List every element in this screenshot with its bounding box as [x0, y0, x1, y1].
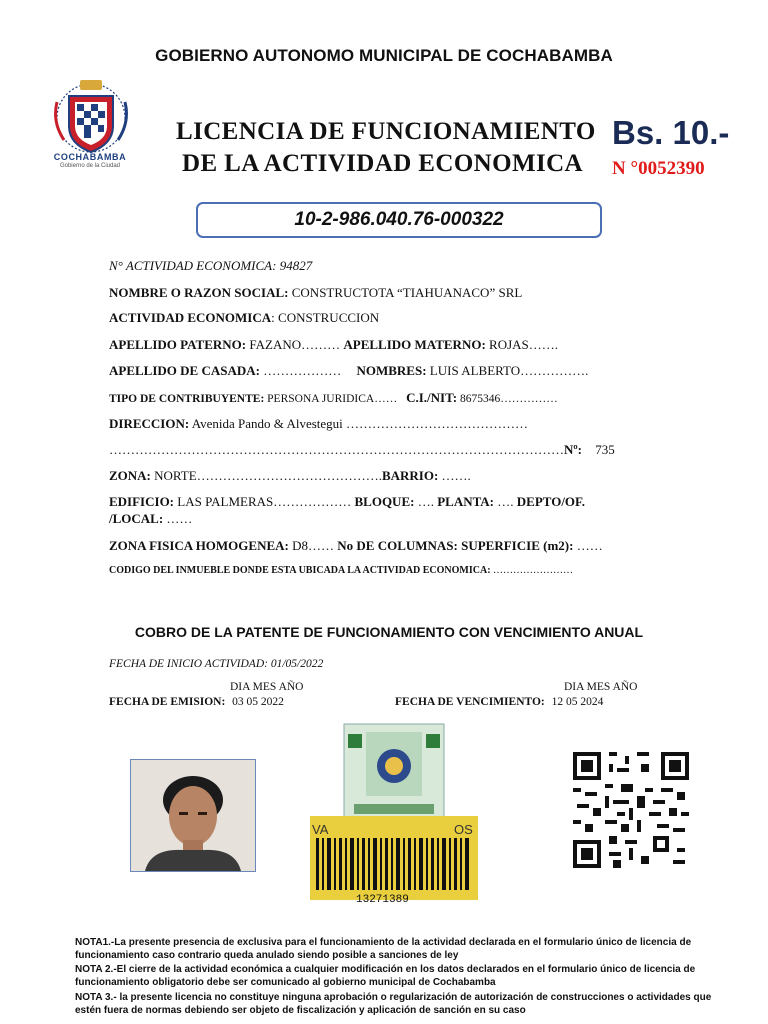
qr-code: [567, 752, 695, 868]
surnames-row: [109, 337, 558, 353]
paternal-surname-value: FAZANO………: [249, 337, 341, 352]
nit-value: 8675346……………: [460, 393, 558, 405]
logo-city-name: COCHABAMBA: [53, 152, 127, 162]
address-value: Avenida Pando & Alvestegui ……………………………………: [191, 416, 529, 431]
expiry-date-row: [395, 696, 603, 708]
serial-number: N °0052390: [612, 158, 705, 179]
address-row: [109, 416, 528, 432]
barrio-label: BARRIO:: [381, 468, 439, 483]
address-label: DIRECCION:: [109, 416, 190, 431]
license-price: Bs. 10.-: [612, 114, 730, 151]
government-title: GOBIERNO AUTONOMO MUNICIPAL DE COCHABAMBA: [155, 46, 613, 65]
surface-label: SUPERFICIE (m2):: [461, 538, 574, 553]
business-name-row: [109, 285, 522, 301]
property-code-value: ……………………: [493, 565, 574, 576]
zone-value: NORTE…………………………………….: [154, 468, 382, 483]
local-label: /LOCAL:: [109, 511, 164, 526]
property-code-row: [109, 565, 573, 576]
building-label: EDIFICIO:: [109, 494, 175, 509]
stamp-left-fragment: VA: [312, 822, 329, 837]
taxpayer-row: [109, 390, 558, 406]
taxpayer-type-value: PERSONA JURIDICA……: [267, 393, 398, 405]
physical-zone-row: [109, 538, 603, 554]
floor-value: ….: [497, 494, 514, 509]
block-value: ….: [417, 494, 434, 509]
married-surname-value: ………………: [263, 363, 342, 378]
names-row: [109, 363, 588, 379]
activity-number-value: 94827: [279, 258, 313, 273]
expiry-date-value: 12 05 2024: [551, 696, 604, 708]
local-row: [109, 511, 192, 527]
patent-section-title: COBRO DE LA PATENTE DE FUNCIONAMIENTO CON VENCIMIENTO ANUAL: [134, 624, 644, 640]
activity-row: [109, 310, 379, 326]
license-title-line1: LICENCIA DE FUNCIONAMIENTO: [176, 118, 596, 145]
barcode-number: 13271389: [356, 894, 409, 906]
emission-date-row: [109, 696, 284, 708]
surface-value: ……: [576, 538, 603, 553]
business-name-value: CONSTRUCTOTA “TIAHUANACO” SRL: [291, 285, 523, 300]
emission-date-value: 03 05 2022: [232, 696, 284, 708]
emission-date-header: DIA MES AÑO: [230, 681, 304, 693]
note-1: NOTA1.-La presente presencia de exclusiva para el funcionamiento de la actividad declarada en el formulario único de licencia de funcionamiento caso contrario queda anulado siendo posible a sanciones de ley: [75, 937, 692, 961]
address-continuation-row: [109, 442, 615, 458]
married-surname-label: APELLIDO DE CASADA:: [109, 363, 260, 378]
zone-label: ZONA:: [109, 468, 151, 483]
address-continuation: ……………………………………………………………………………………………: [109, 442, 564, 457]
expiry-date-label: FECHA DE VENCIMIENTO:: [395, 696, 545, 708]
logo-subtitle: Gobierno de la Ciudad: [59, 163, 121, 169]
activity-number-row: [109, 258, 312, 274]
maternal-surname-value: ROJAS…….: [489, 337, 559, 352]
expiry-date-header: DIA MES AÑO: [564, 681, 638, 693]
activity-value: : CONSTRUCCION: [271, 310, 380, 325]
floor-label: PLANTA:: [437, 494, 495, 509]
emission-date-label: FECHA DE EMISION:: [109, 696, 226, 708]
nit-label: C.I./NIT:: [406, 390, 458, 405]
block-label: BLOQUE:: [354, 494, 415, 509]
license-code: 10-2-986.040.76-000322: [294, 209, 504, 230]
building-row: [109, 494, 585, 510]
building-value: LAS PALMERAS………………: [177, 494, 352, 509]
start-date-row: [109, 658, 323, 670]
activity-number-label: N° ACTIVIDAD ECONOMICA:: [109, 258, 277, 273]
note-3: NOTA 3.- la presente licencia no constituye ninguna aprobación o regularización de autorización de construcciones o actividades que estén fuera de normas debiendo ser objeto de fiscalización y aplicación de sanción en su caso: [75, 992, 712, 1016]
columns-label: No DE COLUMNAS:: [337, 538, 458, 553]
note-2: NOTA 2.-El cierre de la actividad económica a cualquier modificación en los datos declarados en el formulario único de licencia de funcionamiento obligatorio debe ser comunicado al gobierno municipal de Cochabamba: [75, 964, 696, 988]
tax-stamp-with-barcode: [304, 720, 482, 908]
license-code-box: [196, 202, 602, 238]
zone-row: [109, 468, 471, 484]
maternal-surname-label: APELLIDO MATERNO:: [343, 337, 486, 352]
business-name-label: NOMBRE O RAZON SOCIAL:: [109, 285, 289, 300]
physical-zone-label: ZONA FISICA HOMOGENEA:: [109, 538, 289, 553]
names-value: LUIS ALBERTO…………….: [429, 363, 589, 378]
start-date-label: FECHA DE INICIO ACTIVIDAD:: [109, 658, 268, 670]
physical-zone-value: D8……: [292, 538, 334, 553]
property-code-label: CODIGO DEL INMUEBLE DONDE ESTA UBICADA LA ACTIVIDAD ECONOMICA:: [109, 565, 491, 576]
barrio-value: …….: [441, 468, 471, 483]
names-label: NOMBRES:: [356, 363, 427, 378]
taxpayer-type-label: TIPO DE CONTRIBUYENTE:: [109, 393, 265, 405]
holder-photo: [130, 759, 256, 872]
local-value: ……: [166, 511, 193, 526]
paternal-surname-label: APELLIDO PATERNO:: [109, 337, 247, 352]
street-number-label: Nº:: [564, 442, 583, 457]
activity-label: ACTIVIDAD ECONOMICA: [109, 310, 272, 325]
stamp-right-fragment: OS: [454, 822, 473, 837]
depto-label: DEPTO/OF.: [516, 494, 586, 509]
start-date-value: 01/05/2022: [270, 658, 324, 670]
license-title-line2: DE LA ACTIVIDAD ECONOMICA: [182, 150, 584, 177]
street-number-value: 735: [595, 442, 615, 457]
